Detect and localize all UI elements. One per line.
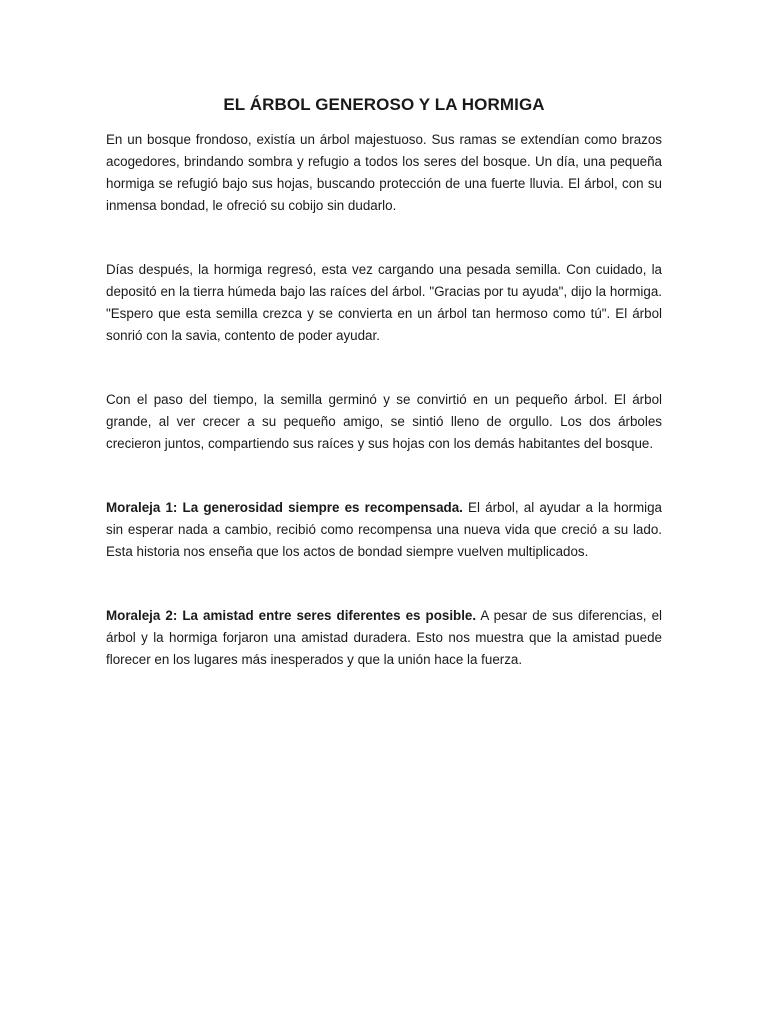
story-paragraph-3: Con el paso del tiempo, la semilla germinó y se convirtió en un pequeño árbol. El árbol grande, al ver crecer a su pequeño amigo, se sintió lleno de orgullo. Los dos árboles crecieron juntos, compartiendo sus raíces y sus hojas con los demás habitantes del bosque.: [106, 392, 662, 451]
moral-1-heading: Moraleja 1: La generosidad siempre es recompensada.: [106, 500, 463, 515]
moral-1-text: El árbol, al ayudar a la hormiga sin esperar nada a cambio, recibió como recompensa una nueva vida que creció a su lado. Esta historia nos enseña que los actos de bondad siempre vuelven multiplicados.: [106, 500, 663, 559]
moral-2-heading: Moraleja 2: La amistad entre seres diferentes es posible.: [106, 608, 477, 623]
moral-paragraph-2: [106, 605, 662, 671]
story-paragraph-2: Días después, la hormiga regresó, esta vez cargando una pesada semilla. Con cuidado, la depositó en la tierra húmeda bajo las raíces del árbol. "Gracias por tu ayuda", dijo la hormiga. "Espero que esta semilla crezca y se convierta en un árbol tan hermoso como tú". El árbol sonrió con la savia, contento de poder ayudar.: [106, 262, 662, 343]
document-title: EL ÁRBOL GENEROSO Y LA HORMIGA: [223, 95, 545, 114]
story-paragraph-1: En un bosque frondoso, existía un árbol majestuoso. Sus ramas se extendían como brazos acogedores, brindando sombra y refugio a todos los seres del bosque. Un día, una pequeña hormiga se refugió bajo sus hojas, buscando protección de una fuerte lluvia. El árbol, con su inmensa bondad, le ofreció su cobijo sin dudarlo.: [106, 132, 662, 213]
moral-2-text: A pesar de sus diferencias, el árbol y la hormiga forjaron una amistad duradera. Esto nos muestra que la amistad puede florecer en los lugares más inesperados y que la unión hace la fuerza.: [106, 608, 662, 667]
moral-paragraph-1: [106, 497, 662, 563]
document-page: [106, 93, 662, 671]
